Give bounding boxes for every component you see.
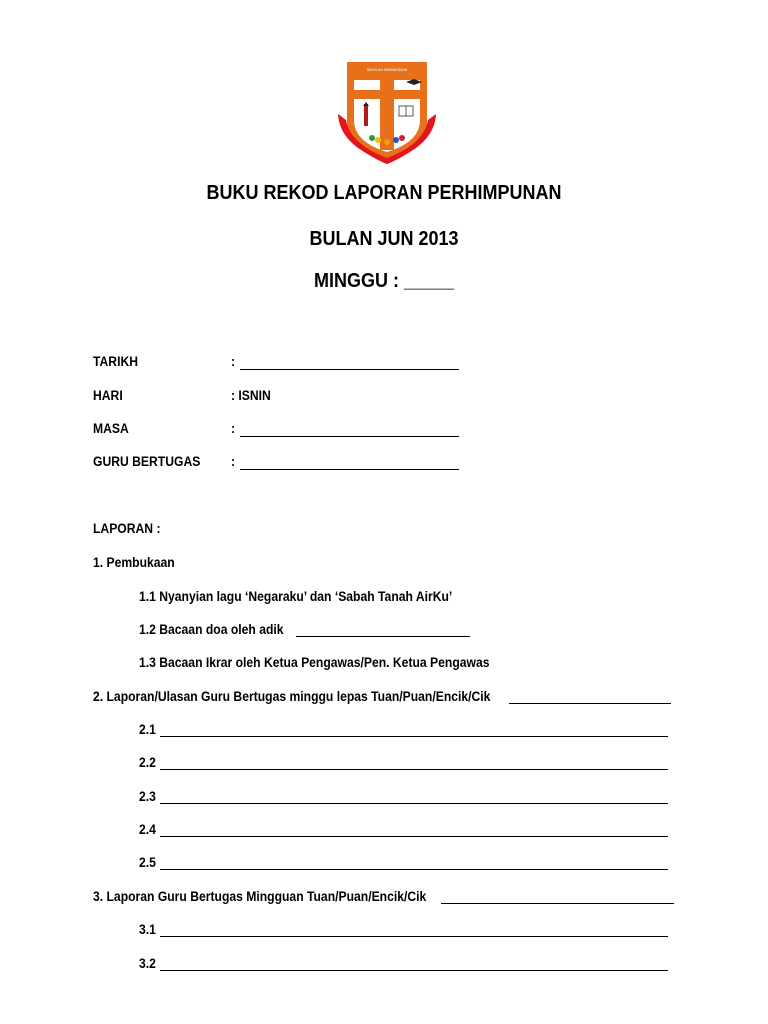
item-3-2-input-line[interactable] <box>160 970 668 971</box>
section-2-title: 2. Laporan/Ulasan Guru Bertugas minggu lepas Tuan/Puan/Encik/Cik <box>93 689 491 704</box>
item-1-2-input-line[interactable] <box>296 636 470 637</box>
item-2-5-input-line[interactable] <box>160 869 668 870</box>
item-1-3: 1.3 Bacaan Ikrar oleh Ketua Pengawas/Pen. Ketua Pengawas <box>139 655 490 670</box>
item-1-2: 1.2 Bacaan doa oleh adik <box>139 622 284 637</box>
section-3-title: 3. Laporan Guru Bertugas Mingguan Tuan/Puan/Encik/Cik <box>93 889 427 904</box>
info-label-tarikh: TARIKH <box>93 354 138 369</box>
document-title: BUKU REKOD LAPORAN PERHIMPUNAN <box>206 182 562 204</box>
masa-input-line[interactable] <box>240 436 459 437</box>
item-2-3: 2.3 <box>139 789 156 804</box>
item-2-2: 2.2 <box>139 755 156 770</box>
info-label-hari: HARI <box>93 388 123 403</box>
info-value-guru-bertugas: : <box>231 454 236 469</box>
item-3-1-input-line[interactable] <box>160 936 668 937</box>
info-value-tarikh: : <box>231 354 236 369</box>
info-value-hari: : ISNIN <box>231 388 271 403</box>
month-heading: BULAN JUN 2013 <box>309 228 459 250</box>
item-2-3-input-line[interactable] <box>160 803 668 804</box>
item-1-1: 1.1 Nyanyian lagu ‘Negaraku’ dan ‘Sabah Tanah AirKu’ <box>139 589 453 604</box>
section-1-title: 1. Pembukaan <box>93 555 175 570</box>
item-3-1: 3.1 <box>139 922 156 937</box>
item-2-1: 2.1 <box>139 722 156 737</box>
info-value-masa: : <box>231 421 236 436</box>
laporan-heading: LAPORAN : <box>93 521 161 536</box>
section-3-input-line[interactable] <box>441 903 674 904</box>
item-2-4-input-line[interactable] <box>160 836 668 837</box>
item-2-4: 2.4 <box>139 822 156 837</box>
item-2-1-input-line[interactable] <box>160 736 668 737</box>
info-label-masa: MASA <box>93 421 129 436</box>
tarikh-input-line[interactable] <box>240 369 459 370</box>
item-2-5: 2.5 <box>139 855 156 870</box>
school-crest-logo <box>336 60 438 168</box>
info-label-guru-bertugas: GURU BERTUGAS <box>93 454 201 469</box>
guru-bertugas-input-line[interactable] <box>240 469 459 470</box>
week-heading: MINGGU : _____ <box>313 270 455 292</box>
svg-text:SEKOLAH KEBANGSAAN: SEKOLAH KEBANGSAAN <box>366 68 408 72</box>
item-2-2-input-line[interactable] <box>160 769 668 770</box>
item-3-2: 3.2 <box>139 956 156 971</box>
section-2-input-line[interactable] <box>509 703 671 704</box>
